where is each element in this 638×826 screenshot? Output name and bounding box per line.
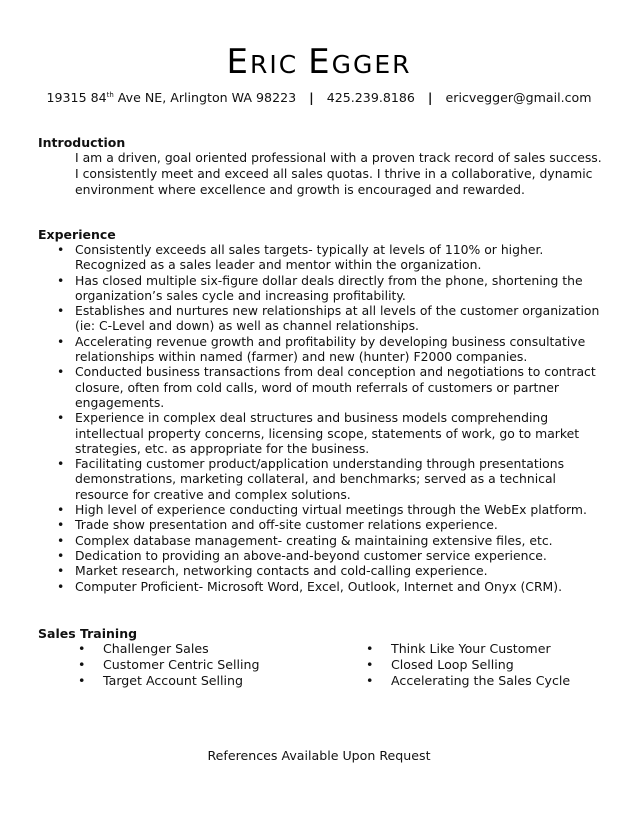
address-rest: Ave NE, Arlington WA 98223 [113,90,297,105]
list-item [0,273,605,304]
list-item-text: Think Like Your Customer [391,641,551,656]
list-item [0,548,605,563]
list-item [0,303,605,334]
list-item-text: Experience in complex deal structures and business models comprehending intellectual property concerns, licensing scope, statements of work, go to market strategies, etc. as appropriate for the business. [75,410,580,456]
bullet-icon: • [57,547,65,563]
list-item [0,334,605,365]
list-item-text: Dedication to providing an above-and-beyond customer service experience. [75,547,547,563]
list-item [78,657,259,673]
phone-number: 425.239.8186 [326,90,415,105]
list-item-text: Has closed multiple six-figure dollar deals directly from the phone, shortening the organization’s sales cycle and increasing profitability. [75,272,583,303]
list-item-text: Trade show presentation and off-site customer relations experience. [75,517,498,533]
bullet-icon: • [57,303,65,319]
list-item-text: Target Account Selling [103,673,244,688]
list-item [0,242,605,273]
list-item-text: Facilitating customer product/application understanding through presentations demonstrations, marketing collateral, and benchmarks; served as a technical resource for creative and complex solutions. [75,456,565,502]
list-item-text: Closed Loop Selling [391,657,514,672]
list-item-text: Computer Proficient- Microsoft Word, Excel, Outlook, Internet and Onyx (CRM). [75,578,563,594]
list-item [366,657,570,673]
candidate-name [0,42,638,82]
address [47,90,297,105]
list-item [366,641,570,657]
list-item [78,641,259,657]
bullet-icon: • [366,673,374,688]
sales-training-right-column [366,641,570,689]
list-item-text: Market research, networking contacts and cold-calling experience. [75,563,488,579]
experience-list [0,242,638,594]
contact-line [0,90,638,105]
list-item [366,673,570,689]
list-item-text: Consistently exceeds all sales targets- typically at levels of 110% or higher. Recognized as a sales leader and mentor within the organization. [75,242,544,273]
list-item-text: High level of experience conducting virtual meetings through the WebEx platform. [75,502,587,518]
list-item-text: Establishes and nurtures new relationships at all levels of the customer organization (ie: C-Level and down) as well as channel relationships. [75,303,600,334]
bullet-icon: • [78,657,86,672]
bullet-icon: • [57,532,65,548]
bullet-icon: • [366,641,374,656]
bullet-icon: • [78,641,86,656]
bullet-icon: • [57,364,65,380]
bullet-icon: • [57,242,65,257]
list-item-text: Accelerating the Sales Cycle [391,673,571,688]
bullet-icon: • [57,456,65,472]
references-note: References Available Upon Request [207,748,431,763]
list-item [0,364,605,410]
list-item [0,456,605,502]
list-item-text: Accelerating revenue growth and profitability by developing business consultative relationships within named (farmer) and new (hunter) F2000 companies. [75,333,586,365]
bullet-icon: • [57,563,65,579]
introduction-heading: Introduction [38,135,126,150]
name-last-rest: GGER [331,50,412,79]
list-item [0,502,605,517]
bullet-icon: • [57,410,65,426]
list-item [78,673,259,689]
sales-training-heading: Sales Training [38,626,138,641]
list-item [0,533,605,548]
experience-heading: Experience [38,227,116,242]
contact-separator: | [309,90,314,105]
list-item-text: Conducted business transactions from deal conception and negotiations to contract closure, often from cold calls, word of mouth referrals of customers or partner engagements. [75,364,596,410]
list-item-text: Complex database management- creating & maintaining extensive files, etc. [75,532,553,548]
list-item [0,410,605,456]
bullet-icon: • [366,657,374,672]
list-item [0,579,605,594]
name-first-rest: RIC [249,50,299,79]
name-last-initial: E [308,42,332,82]
list-item-text: Customer Centric Selling [103,657,260,672]
introduction-text: I am a driven, goal oriented professional with a proven track record of sales success. I consistently meet and exceed all sales quotas. I thrive in a collaborative, dynamic environment where excellence and growth is encouraged and rewarded. [75,150,602,197]
list-item-text: Challenger Sales [103,641,209,656]
contact-separator: | [427,90,433,105]
bullet-icon: • [57,502,65,518]
bullet-icon: • [57,517,65,533]
bullet-icon: • [57,272,65,288]
bullet-icon: • [57,578,65,594]
email-address: ericvegger@gmail.com [445,90,592,105]
list-item [0,517,605,532]
bullet-icon: • [78,673,86,688]
sales-training-left-column [78,641,259,689]
address-suffix: th [106,91,114,99]
bullet-icon: • [57,333,65,349]
address-number: 19315 84 [46,90,107,105]
name-first-initial: E [226,42,250,82]
list-item [0,563,605,578]
